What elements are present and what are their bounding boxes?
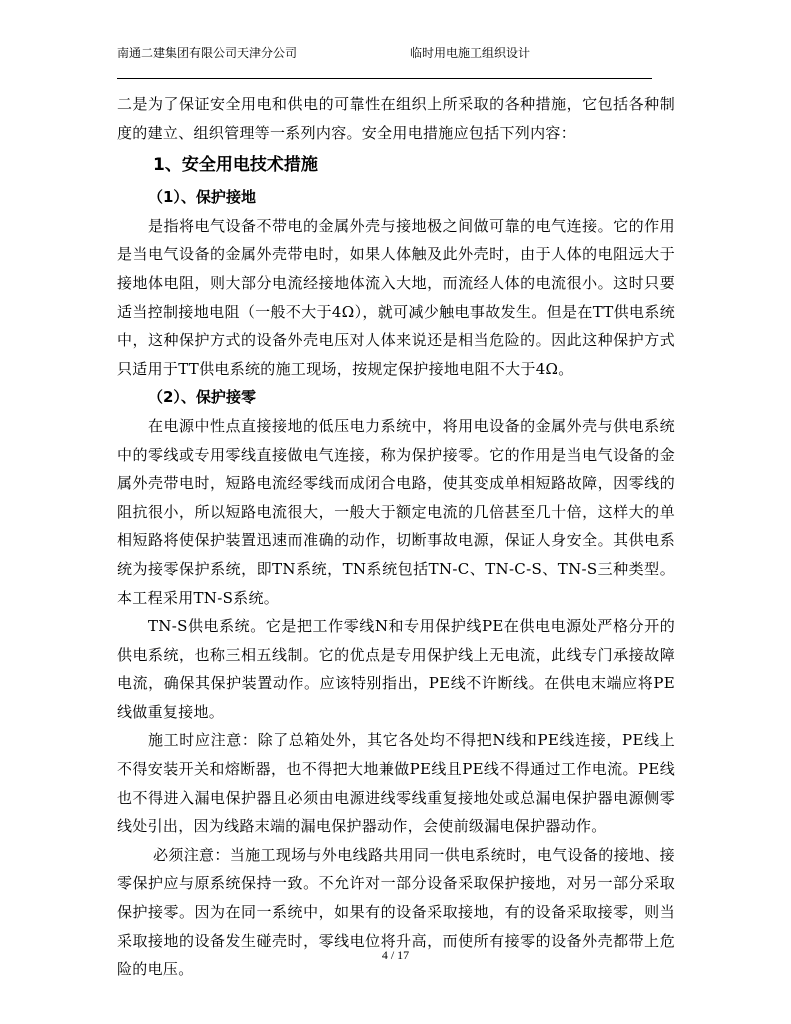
intro-paragraph: 二是为了保证安全用电和供电的可靠性在组织上所采取的各种措施，它包括各种制度的建立、组织管理等一系列内容。安全用电措施应包括下列内容：	[117, 95, 675, 142]
subheading-protective-zeroing: （2）、保护接零	[148, 388, 256, 407]
document-body	[117, 90, 675, 984]
section-heading-safety-tech: 1、安全用电技术措施	[153, 155, 318, 176]
header-document-title: 临时用电施工组织设计	[410, 46, 531, 60]
page-header	[117, 44, 652, 64]
paragraph-tn-s-system: TN-S供电系统。它是把工作零线N和专用保护线PE在供电电源处严格分开的供电系统，也称三相五线制。它的优点是专用保护线上无电流，此线专门承接故障电流，确保其保护装置动作。应该特别指出，PE线不许断线。在供电末端应将PE线做重复接地。	[117, 617, 675, 721]
header-company: 南通二建集团有限公司天津分公司	[117, 46, 298, 60]
header-divider	[117, 78, 652, 79]
paragraph-must-note: 必须注意：当施工现场与外电线路共用同一供电系统时，电气设备的接地、接零保护应与原系统保持一致。不允许对一部分设备采取保护接地，对另一部分采取保护接零。因为在同一系统中，如果有的设备采取接地，有的设备采取接零，则当采取接地的设备发生碰壳时，零线电位将升高，而使所有接零的设备外壳都带上危险的电压。	[117, 845, 675, 979]
page-number: 4 / 17	[381, 948, 410, 962]
subheading-protective-grounding: （1）、保护接地	[148, 188, 256, 207]
paragraph-construction-notes: 施工时应注意：除了总箱处外，其它各处均不得把N线和PE线连接，PE线上不得安装开关和熔断器，也不得把大地兼做PE线且PE线不得通过工作电流。PE线也不得进入漏电保护器且必须由电源进线零线重复接地处或总漏电保护器电源侧零线处引出，因为线路末端的漏电保护器动作，会使前级漏电保护器动作。	[117, 731, 675, 836]
paragraph-protective-grounding: 是指将电气设备不带电的金属外壳与接地极之间做可靠的电气连接。它的作用是当电气设备的金属外壳带电时，如果人体触及此外壳时，由于人体的电阻远大于接地体电阻，则大部分电流经接地体流入大地，而流经人体的电流很小。这时只要适当控制接地电阻（一般不大于4Ω），就可减少触电事故发生。但是在TT供电系统中，这种保护方式的设备外壳电压对人体来说还是相当危险的。因此这种保护方式只适用于TT供电系统的施工现场，按规定保护接地电阻不大于4Ω。	[117, 216, 675, 378]
paragraph-zeroing-definition: 在电源中性点直接接地的低压电力系统中，将用电设备的金属外壳与供电系统中的零线或专用零线直接做电气连接，称为保护接零。它的作用是当电气设备的金属外壳带电时，短路电流经零线而成闭合电路，使其变成单相短路故障，因零线的阻抗很小，所以短路电流很大，一般大于额定电流的几倍甚至几十倍，这样大的单相短路将使保护装置迅速而准确的动作，切断事故电源，保证人身安全。其供电系统为接零保护系统，即TN系统，TN系统包括TN-C、TN-C-S、TN-S三种类型。本工程采用TN-S系统。	[117, 416, 675, 607]
